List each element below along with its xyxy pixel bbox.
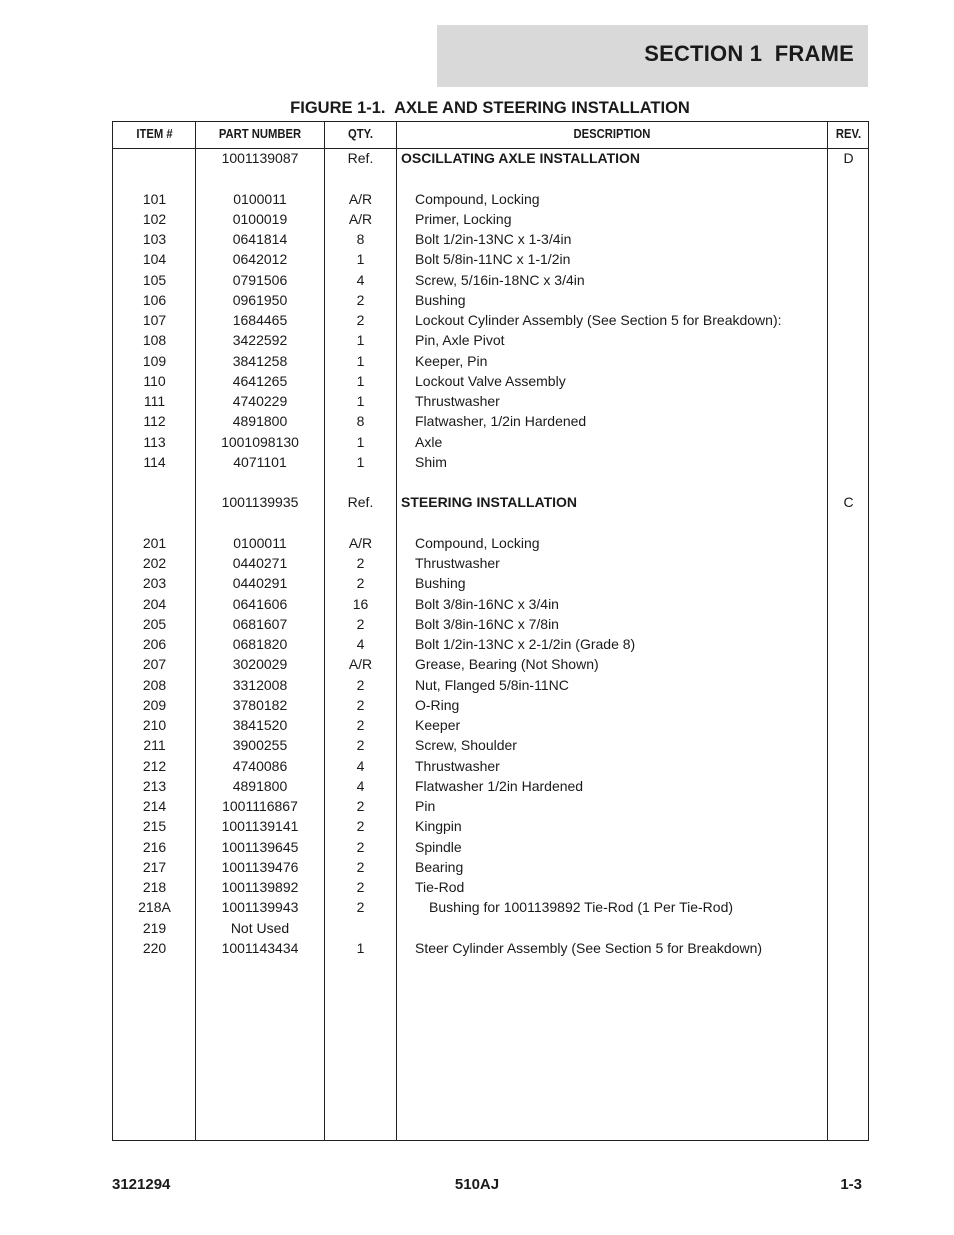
assembly-row — [113, 492, 868, 512]
quantity-cell: 8 — [356, 413, 365, 430]
item-number-cell: 112 — [143, 413, 166, 430]
quantity-cell: 2 — [356, 858, 365, 875]
column-header-rev: REV. — [835, 127, 862, 141]
quantity-cell: 2 — [356, 575, 365, 592]
item-number-cell: 201 — [142, 534, 167, 551]
quantity-cell: Ref. — [347, 150, 374, 166]
table-row — [113, 452, 868, 472]
quantity-cell: A/R — [348, 656, 373, 673]
description-cell: Bolt 3/8in-16NC x 7/8in — [415, 615, 559, 632]
table-row — [113, 675, 868, 695]
part-number-cell: 1001139943 — [221, 899, 299, 916]
item-number-cell: 104 — [142, 251, 167, 268]
table-row — [113, 816, 868, 836]
item-number-cell: 212 — [142, 757, 167, 774]
table-row — [113, 614, 868, 634]
part-number-cell: 0642012 — [232, 251, 288, 268]
item-number-cell: 211 — [143, 737, 166, 754]
description-cell: Thrustwasher — [415, 555, 500, 571]
description-cell: Spindle — [415, 838, 462, 855]
part-number-cell: 3841520 — [232, 717, 288, 733]
item-number-cell: 113 — [143, 433, 166, 450]
part-number-cell: 1001139141 — [221, 818, 299, 835]
item-number-cell: 202 — [142, 555, 167, 571]
item-number-cell: 218 — [142, 879, 167, 895]
table-row — [113, 411, 868, 431]
description-cell: Flatwasher, 1/2in Hardened — [415, 413, 587, 430]
quantity-cell: 1 — [356, 393, 365, 409]
description-cell: Shim — [415, 453, 447, 470]
table-row — [113, 249, 868, 269]
description-cell: Bolt 1/2in-13NC x 1-3/4in — [415, 231, 572, 247]
footer-page-number: 1-3 — [840, 1176, 862, 1193]
table-row — [113, 897, 868, 917]
description-cell: Screw, 5/16in-18NC x 3/4in — [415, 271, 585, 288]
description-cell: Kingpin — [415, 818, 462, 835]
item-number-cell: 207 — [142, 656, 167, 673]
column-header-description: DESCRIPTION — [573, 127, 651, 141]
quantity-cell: A/R — [348, 190, 373, 207]
quantity-cell: 1 — [356, 453, 365, 470]
table-row — [113, 654, 868, 674]
quantity-cell: 2 — [356, 555, 365, 571]
item-number-cell: 218A — [138, 899, 171, 916]
table-row — [113, 270, 868, 290]
part-number-cell: 0791506 — [232, 271, 288, 288]
description-cell: Pin — [415, 798, 436, 814]
item-number-cell: 205 — [142, 615, 167, 632]
quantity-cell: 1 — [356, 332, 365, 349]
table-row — [113, 695, 868, 715]
table-row — [113, 837, 868, 857]
quantity-cell: 2 — [356, 291, 365, 308]
item-number-cell: 209 — [142, 696, 167, 713]
table-row — [113, 634, 868, 654]
table-row — [113, 310, 868, 330]
quantity-cell: 2 — [356, 737, 365, 754]
part-number-cell: 4071101 — [233, 453, 287, 470]
item-number-cell: 206 — [142, 636, 167, 652]
item-number-cell: 108 — [142, 332, 167, 349]
description-cell: Lockout Valve Assembly — [415, 372, 566, 389]
description-cell: Tie-Rod — [415, 879, 465, 895]
table-row — [113, 391, 868, 411]
table-row — [113, 756, 868, 776]
item-number-cell: 106 — [142, 291, 167, 308]
part-number-cell: 0961950 — [232, 291, 288, 308]
column-header-qty: QTY. — [347, 127, 374, 141]
description-cell: Bearing — [415, 858, 464, 875]
quantity-cell: A/R — [348, 210, 373, 227]
item-number-cell: 217 — [142, 858, 167, 875]
part-number-cell: 1684465 — [232, 312, 288, 328]
item-number-cell: 208 — [142, 676, 167, 693]
quantity-cell: 2 — [356, 798, 365, 814]
part-number-cell: 0440291 — [232, 575, 288, 592]
description-cell: Bushing — [415, 291, 466, 308]
quantity-cell: 4 — [356, 757, 365, 774]
part-number-cell: 3312008 — [232, 676, 288, 693]
assembly-row — [113, 148, 868, 168]
description-cell: Steer Cylinder Assembly (See Section 5 for Breakdown) — [415, 939, 763, 956]
revision-cell: D — [843, 150, 854, 166]
footer-model: 510AJ — [454, 1176, 500, 1193]
part-number-cell: 0100011 — [233, 190, 287, 207]
quantity-cell: 1 — [356, 433, 365, 450]
description-cell: Bushing — [415, 575, 466, 592]
part-number-cell: 0641814 — [232, 231, 288, 247]
part-number-cell: 0641606 — [232, 595, 288, 612]
table-row — [113, 351, 868, 371]
table-row — [113, 594, 868, 614]
section-title: SECTION 1 FRAME — [644, 41, 854, 66]
description-cell: Pin, Axle Pivot — [415, 332, 505, 349]
description-cell: O-Ring — [415, 696, 460, 713]
part-number-cell: 1001139476 — [221, 858, 299, 875]
item-number-cell: 215 — [142, 818, 167, 835]
item-number-cell: 114 — [143, 453, 166, 470]
table-row — [113, 533, 868, 553]
quantity-cell: 1 — [356, 352, 365, 369]
section-banner — [437, 25, 868, 87]
item-number-cell: 213 — [142, 777, 167, 794]
quantity-cell: 2 — [356, 899, 365, 916]
description-cell: Compound, Locking — [415, 534, 540, 551]
description-cell: Keeper — [415, 717, 461, 733]
part-number-cell: 1001139935 — [221, 494, 299, 511]
figure-title: FIGURE 1-1. AXLE AND STEERING INSTALLATION — [290, 99, 690, 117]
part-number-cell: 3020029 — [232, 656, 288, 673]
item-number-cell: 107 — [142, 312, 167, 328]
item-number-cell: 111 — [143, 393, 166, 409]
table-row — [113, 918, 868, 938]
item-number-cell: 110 — [143, 372, 166, 389]
column-header-item: ITEM # — [136, 127, 173, 141]
table-row — [113, 857, 868, 877]
table-row — [113, 432, 868, 452]
item-number-cell: 101 — [142, 190, 167, 207]
quantity-cell: A/R — [348, 534, 373, 551]
quantity-cell: 2 — [356, 312, 365, 328]
quantity-cell: 2 — [356, 838, 365, 855]
part-number-cell: 1001139892 — [221, 879, 299, 895]
description-cell: Flatwasher 1/2in Hardened — [415, 777, 584, 794]
part-number-cell: 3780182 — [232, 696, 288, 713]
quantity-cell: 4 — [356, 777, 365, 794]
table-row — [113, 189, 868, 209]
table-row — [113, 715, 868, 735]
item-number-cell: 210 — [142, 717, 167, 733]
part-number-cell: 3900255 — [232, 737, 288, 754]
part-number-cell: 4891800 — [232, 777, 288, 794]
table-row — [113, 229, 868, 249]
item-number-cell: 103 — [142, 231, 167, 247]
quantity-cell: 2 — [356, 696, 365, 713]
part-number-cell: Not Used — [230, 919, 290, 936]
description-cell: Axle — [415, 433, 443, 450]
table-row — [113, 290, 868, 310]
item-number-cell: 214 — [142, 798, 167, 814]
revision-cell: C — [843, 494, 854, 511]
quantity-cell: 16 — [352, 595, 369, 612]
table-row — [113, 877, 868, 897]
table-row — [113, 938, 868, 958]
table-row — [113, 330, 868, 350]
part-number-cell: 1001116867 — [222, 798, 298, 814]
item-number-cell: 219 — [142, 919, 167, 936]
quantity-cell: 8 — [356, 231, 365, 247]
quantity-cell: 4 — [356, 271, 365, 288]
part-number-cell: 4740086 — [232, 757, 288, 774]
item-number-cell: 204 — [142, 595, 167, 612]
description-cell: Thrustwasher — [415, 757, 500, 774]
part-number-cell: 4641265 — [232, 372, 288, 389]
item-number-cell: 105 — [142, 271, 167, 288]
column-header-part-number: PART NUMBER — [218, 127, 302, 141]
table-row — [113, 735, 868, 755]
description-cell: Bushing for 1001139892 Tie-Rod (1 Per Tie-Rod) — [429, 899, 734, 916]
table-row — [113, 371, 868, 391]
quantity-cell: Ref. — [347, 494, 374, 511]
description-cell: Nut, Flanged 5/8in-11NC — [415, 676, 569, 693]
quantity-cell: 1 — [356, 939, 365, 956]
description-cell: Bolt 5/8in-11NC x 1-1/2in — [415, 251, 571, 268]
part-number-cell: 0440271 — [232, 555, 288, 571]
footer-doc-number: 3121294 — [112, 1176, 171, 1193]
table-row — [113, 776, 868, 796]
table-row — [113, 573, 868, 593]
part-number-cell: 0681820 — [232, 636, 288, 652]
description-cell: Bolt 1/2in-13NC x 2-1/2in (Grade 8) — [415, 636, 636, 652]
quantity-cell: 2 — [356, 879, 365, 895]
part-number-cell: 0100019 — [232, 210, 288, 227]
item-number-cell: 109 — [142, 352, 167, 369]
part-number-cell: 3841258 — [232, 352, 288, 369]
quantity-cell: 2 — [356, 717, 365, 733]
parts-table — [112, 121, 869, 1141]
description-cell: STEERING INSTALLATION — [401, 494, 578, 511]
part-number-cell: 0100011 — [233, 534, 287, 551]
description-cell: OSCILLATING AXLE INSTALLATION — [401, 150, 641, 166]
part-number-cell: 1001139645 — [221, 838, 299, 855]
part-number-cell: 3422592 — [232, 332, 288, 349]
table-row — [113, 553, 868, 573]
part-number-cell: 4891800 — [232, 413, 288, 430]
description-cell: Lockout Cylinder Assembly (See Section 5 for Breakdown): — [415, 312, 782, 328]
part-number-cell: 1001139087 — [221, 150, 299, 166]
quantity-cell: 1 — [356, 372, 365, 389]
table-row — [113, 796, 868, 816]
table-row — [113, 209, 868, 229]
part-number-cell: 0681607 — [232, 615, 288, 632]
description-cell: Grease, Bearing (Not Shown) — [415, 656, 599, 673]
quantity-cell: 4 — [356, 636, 365, 652]
quantity-cell: 2 — [356, 615, 365, 632]
description-cell: Primer, Locking — [415, 210, 512, 227]
item-number-cell: 220 — [142, 939, 167, 956]
part-number-cell: 1001098130 — [221, 433, 299, 450]
description-cell: Keeper, Pin — [415, 352, 488, 369]
item-number-cell: 216 — [142, 838, 167, 855]
part-number-cell: 1001143434 — [221, 939, 299, 956]
quantity-cell: 2 — [356, 818, 365, 835]
quantity-cell: 2 — [356, 676, 365, 693]
description-cell: Bolt 3/8in-16NC x 3/4in — [415, 595, 559, 612]
description-cell: Screw, Shoulder — [415, 737, 517, 754]
part-number-cell: 4740229 — [232, 393, 288, 409]
item-number-cell: 203 — [142, 575, 167, 592]
description-cell: Thrustwasher — [415, 393, 500, 409]
quantity-cell: 1 — [356, 251, 365, 268]
item-number-cell: 102 — [142, 210, 167, 227]
description-cell: Compound, Locking — [415, 190, 540, 207]
